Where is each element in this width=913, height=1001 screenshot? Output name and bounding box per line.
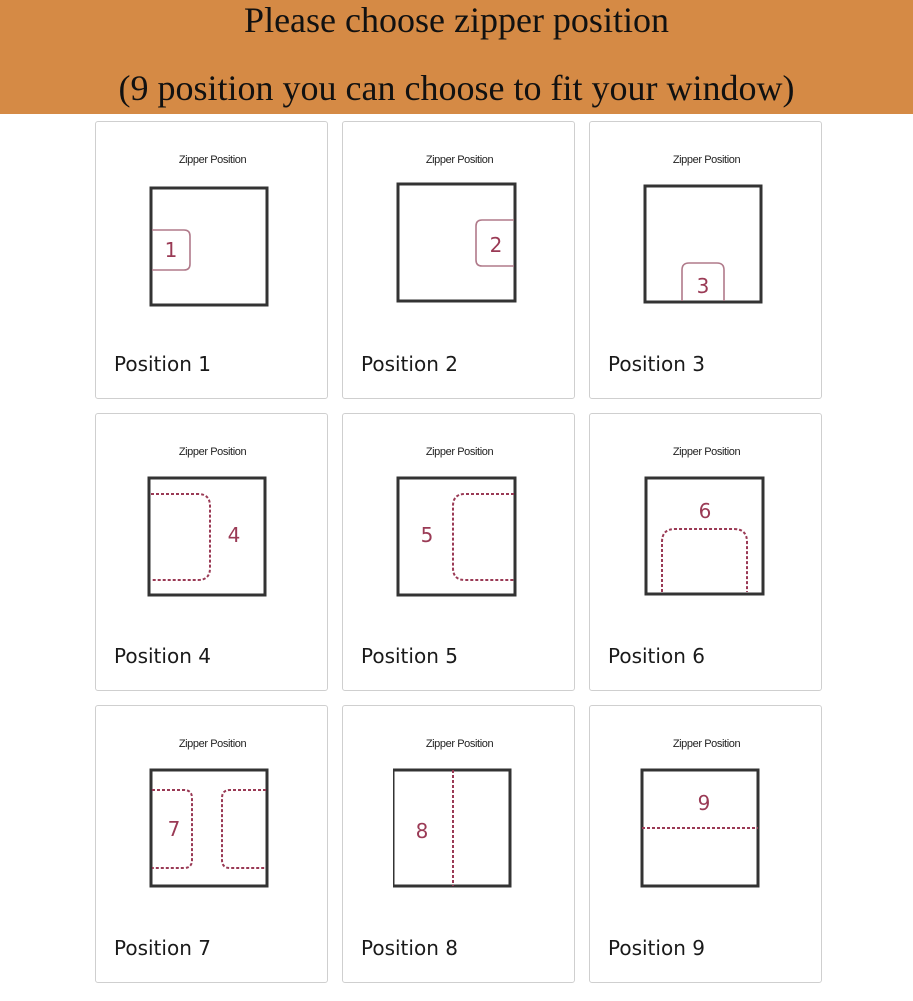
position-label: Position 6: [608, 644, 705, 668]
position-card-6[interactable]: [589, 413, 822, 691]
page-subtitle: (9 position you can choose to fit your window): [118, 68, 795, 108]
zipper-marker: 2: [489, 233, 503, 257]
zipper-diagram-4: [146, 472, 276, 602]
card-caption: Zipper Position: [672, 154, 741, 166]
zipper-marker: 9: [697, 791, 711, 815]
card-caption: Zipper Position: [178, 446, 247, 458]
zipper-marker: 8: [415, 819, 429, 843]
card-caption: Zipper Position: [178, 738, 247, 750]
card-caption: Zipper Position: [425, 154, 494, 166]
card-caption: Zipper Position: [425, 738, 494, 750]
zipper-marker: 3: [696, 274, 710, 298]
position-card-7[interactable]: [95, 705, 328, 983]
zipper-diagram-2: [393, 180, 523, 310]
zipper-marker: 6: [698, 499, 712, 523]
position-label: Position 1: [114, 352, 211, 376]
position-label: Position 7: [114, 936, 211, 960]
position-label: Position 2: [361, 352, 458, 376]
position-label: Position 8: [361, 936, 458, 960]
zipper-diagram-8: [393, 764, 523, 894]
position-card-8[interactable]: [342, 705, 575, 983]
zipper-diagram-5: [393, 472, 523, 602]
zipper-marker: 1: [164, 238, 178, 262]
position-card-2[interactable]: [342, 121, 575, 399]
card-caption: Zipper Position: [672, 738, 741, 750]
zipper-diagram-1: [146, 180, 276, 310]
position-label: Position 5: [361, 644, 458, 668]
zipper-marker: 5: [420, 523, 434, 547]
position-card-1[interactable]: [95, 121, 328, 399]
card-caption: Zipper Position: [672, 446, 741, 458]
zipper-diagram-6: [640, 472, 770, 602]
position-label: Position 4: [114, 644, 211, 668]
zipper-diagram-3: [640, 180, 770, 310]
position-label: Position 3: [608, 352, 705, 376]
position-card-9[interactable]: [589, 705, 822, 983]
position-card-4[interactable]: [95, 413, 328, 691]
zipper-marker: 7: [167, 817, 181, 841]
zipper-diagram-7: [146, 764, 276, 894]
card-caption: Zipper Position: [178, 154, 247, 166]
position-card-3[interactable]: [589, 121, 822, 399]
page-title: Please choose zipper position: [244, 0, 669, 40]
zipper-diagram-9: [640, 764, 770, 894]
position-card-5[interactable]: [342, 413, 575, 691]
zipper-marker: 4: [227, 523, 241, 547]
card-caption: Zipper Position: [425, 446, 494, 458]
position-label: Position 9: [608, 936, 705, 960]
header-banner: [0, 0, 913, 114]
